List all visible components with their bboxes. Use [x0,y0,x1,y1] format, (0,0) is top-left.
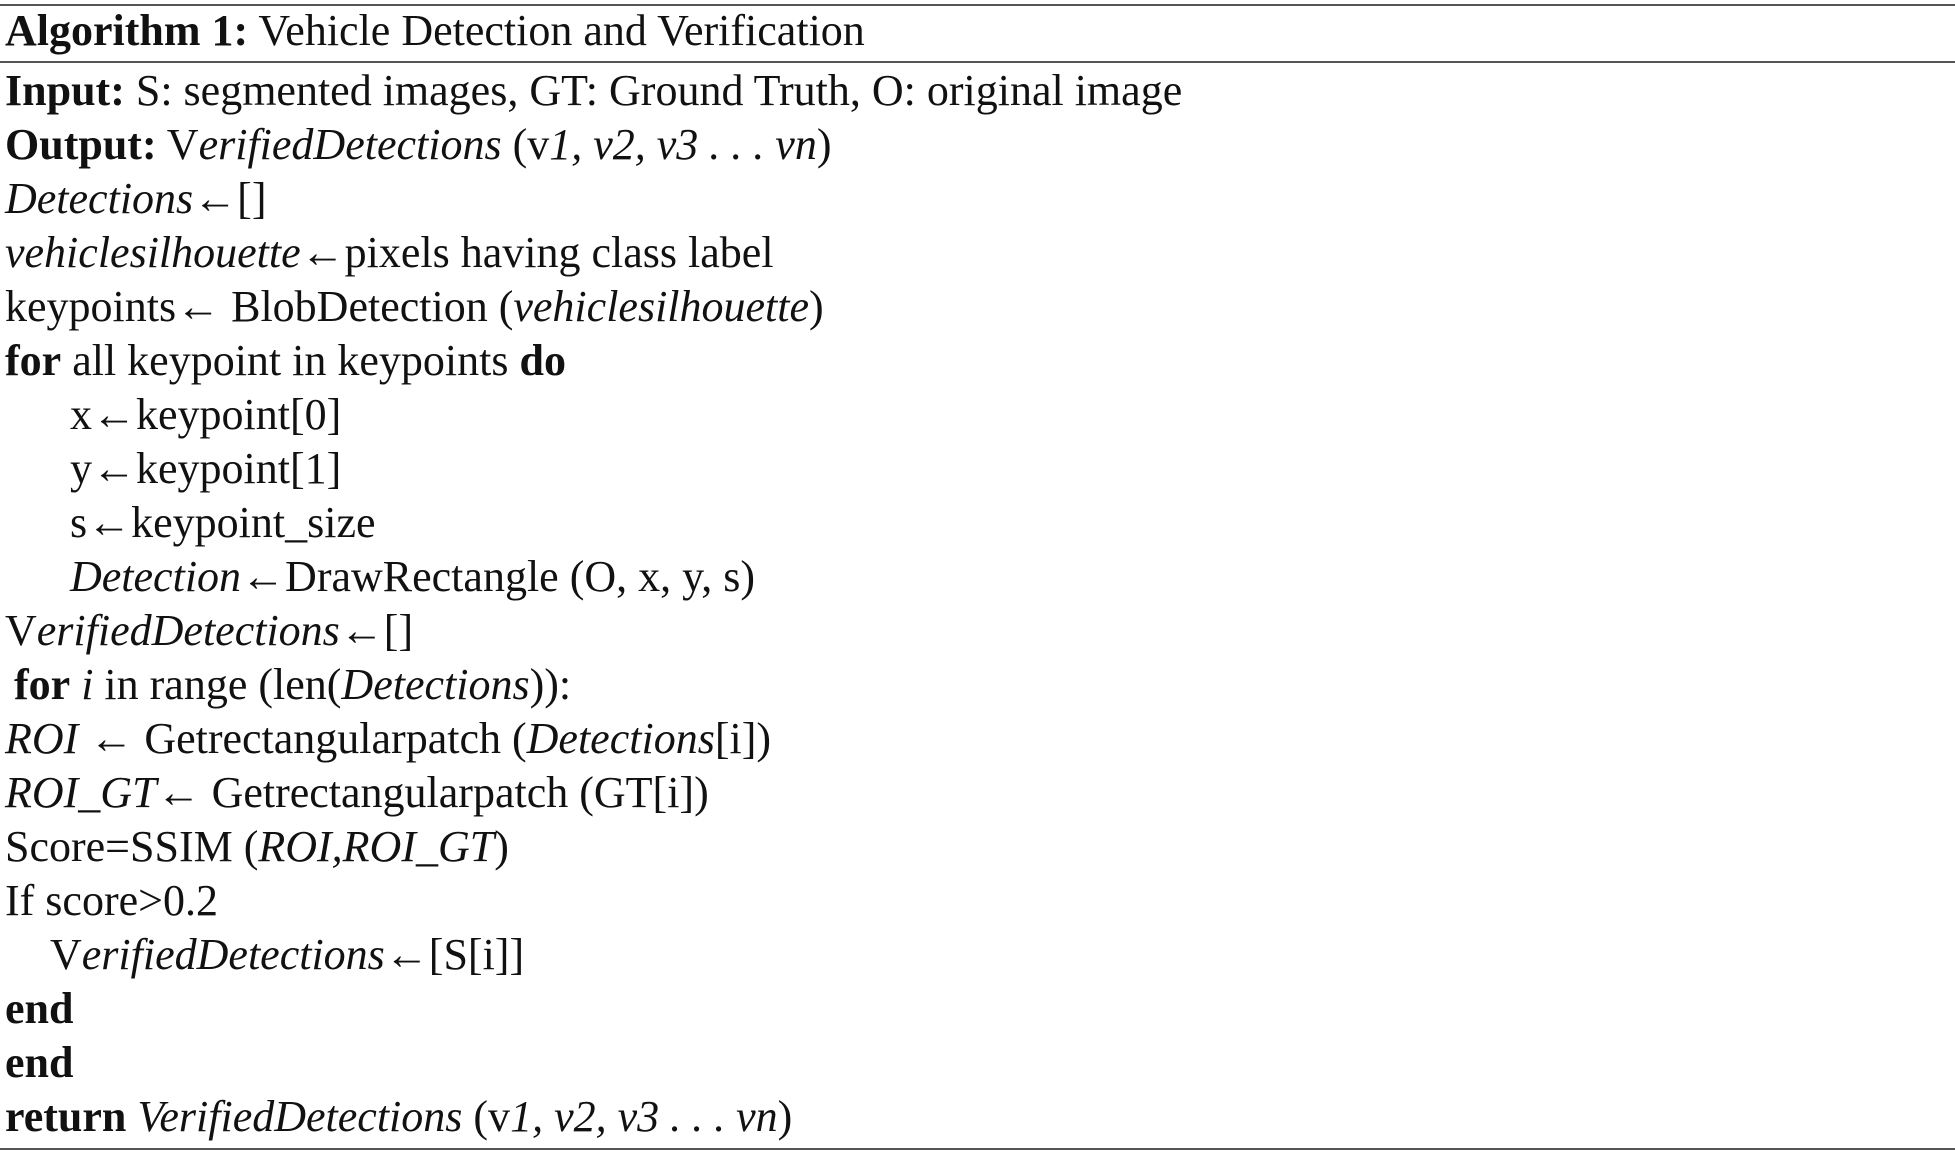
silhouette-assign: ←pixels having class label [300,228,774,277]
return-var: VerifiedDetections [137,1092,463,1141]
keypoints-close: ) [809,282,824,331]
verified-append-line [50,928,524,982]
output-keyword: Output: [5,120,157,169]
keypoints-assign: keypoints← BlobDetection ( [5,282,514,331]
verified-append-var: erifiedDetections [81,930,385,979]
range-close: )): [529,660,572,709]
caption-rule [0,61,1955,63]
roi-assign: ← Getrectangularpatch ( [78,714,527,763]
for-text: all keypoint in keypoints [61,336,520,385]
verified-append-assign: ←[S[i]] [384,930,525,979]
y-assign-line: y←keypoint[1] [70,444,342,493]
input-keyword: Input: [5,66,125,115]
x-assign-line: x←keypoint[0] [70,390,342,439]
score-close: ) [494,822,509,871]
output-v: V [156,120,199,169]
verified-var: erifiedDetections [36,606,340,655]
silhouette-line [5,226,774,280]
roi-line [5,712,771,766]
end-line-2: end [5,1038,74,1087]
for-keypoint-line [5,334,566,388]
roi-gt-var: ROI_GT [5,768,157,817]
keypoints-line [5,280,824,334]
do-keyword: do [519,336,566,385]
detection-assign: ←DrawRectangle (O, x, y, s) [241,552,756,601]
return-paren-open: (v [462,1092,511,1141]
return-space [126,1092,137,1141]
score-args: ROI,ROI_GT [258,822,495,871]
detections-assign: ←[] [193,174,267,223]
algorithm-caption [5,4,865,58]
return-keyword: return [5,1092,127,1141]
roi-gt-assign: ← Getrectangularpatch (GT[i]) [156,768,709,817]
roi-close: [i]) [714,714,772,763]
for-keyword: for [5,336,62,385]
for-range-line [14,658,571,712]
detections-var: Detections [5,174,194,223]
verified-append-v: V [50,930,82,979]
roi-gt-line [5,766,709,820]
detection-var: Detection [70,552,242,601]
silhouette-var: vehiclesilhouette [5,228,301,277]
output-paren-open: (v [501,120,550,169]
input-line [5,64,1182,118]
roi-var: ROI [5,714,79,763]
loop-index: i [81,660,94,709]
end-line-1: end [5,984,74,1033]
output-args: 1, v2, v3 . . . vn [549,120,817,169]
return-paren-close: ) [777,1092,793,1141]
algorithm-label: Algorithm 1: [5,6,249,55]
score-line [5,820,509,874]
detections-init-line [5,172,266,226]
s-assign-line: s←keypoint_size [70,498,376,547]
range-text: in range (len( [93,660,342,709]
for-range-keyword: for [14,660,71,709]
keypoints-arg: vehiclesilhouette [513,282,810,331]
score-assign: Score=SSIM ( [5,822,259,871]
roi-arg: Detections [526,714,715,763]
output-var: erifiedDetections [198,120,502,169]
return-line [5,1090,792,1144]
range-var: Detections [341,660,530,709]
bottom-rule [0,1148,1955,1150]
output-line [5,118,832,172]
detection-draw-line [70,550,755,604]
output-paren-close: ) [816,120,832,169]
verified-assign: ←[] [339,606,414,655]
verified-v: V [5,606,37,655]
algorithm-title: Vehicle Detection and Verification [248,6,865,55]
for-range-space [70,660,81,709]
verified-init-line [5,604,413,658]
if-line: If score>0.2 [5,876,218,925]
return-args: 1, v2, v3 . . . vn [510,1092,778,1141]
input-text: S: segmented images, GT: Ground Truth, O: original image [124,66,1183,115]
